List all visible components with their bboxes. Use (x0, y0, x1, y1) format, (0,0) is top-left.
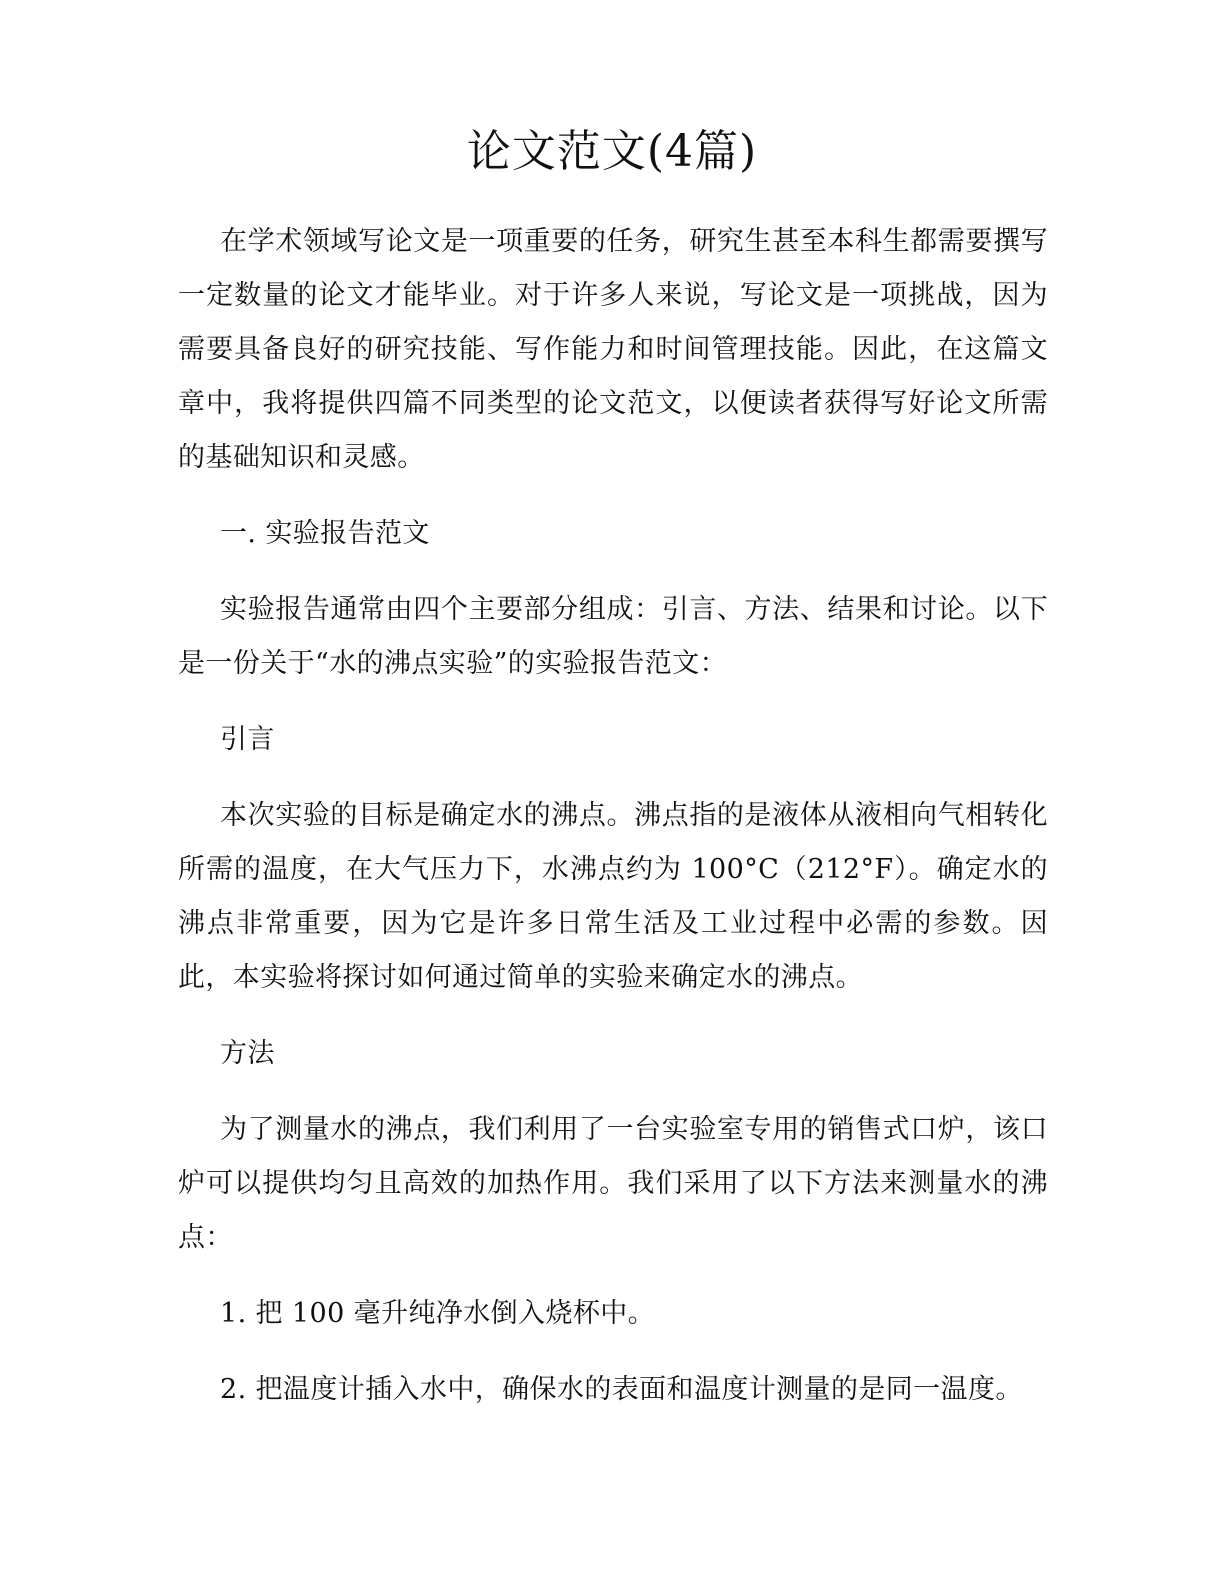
document-title: 论文范文(4篇) (466, 126, 758, 177)
document-body (178, 215, 1048, 1417)
method-step-1: 1. 把 100 毫升纯净水倒入烧杯中。 (220, 1298, 656, 1329)
method-step-2: 2. 把温度计插入水中，确保水的表面和温度计测量的是同一温度。 (220, 1374, 1023, 1405)
intro-paragraph: 在学术领域写论文是一项重要的任务，研究生甚至本科生都需要撰写一定数量的论文才能毕业。对于许多人来说，写论文是一项挑战，因为需要具备良好的研究技能、写作能力和时间管理技能。因此，在这篇文章中，我将提供四篇不同类型的论文范文，以便读者获得写好论文所需的基础知识和灵感。 (178, 226, 1048, 473)
subheading-method: 方法 (220, 1038, 275, 1069)
section-heading-lab-report: 一. 实验报告范文 (220, 518, 430, 549)
method-paragraph: 为了测量水的沸点，我们利用了一台实验室专用的销售式口炉，该口炉可以提供均匀且高效的加热作用。我们采用了以下方法来测量水的沸点： (178, 1114, 1048, 1253)
lab-report-intro-paragraph: 实验报告通常由四个主要部分组成：引言、方法、结果和讨论。以下是一份关于“水的沸点实验”的实验报告范文： (178, 594, 1048, 679)
introduction-paragraph: 本次实验的目标是确定水的沸点。沸点指的是液体从液相向气相转化所需的温度，在大气压力下，水沸点约为 100°C（212°F）。确定水的沸点非常重要，因为它是许多日常生活及工业过程中必需的参数。因此，本实验将探讨如何通过简单的实验来确定水的沸点。 (178, 800, 1048, 993)
subheading-introduction: 引言 (220, 724, 275, 755)
